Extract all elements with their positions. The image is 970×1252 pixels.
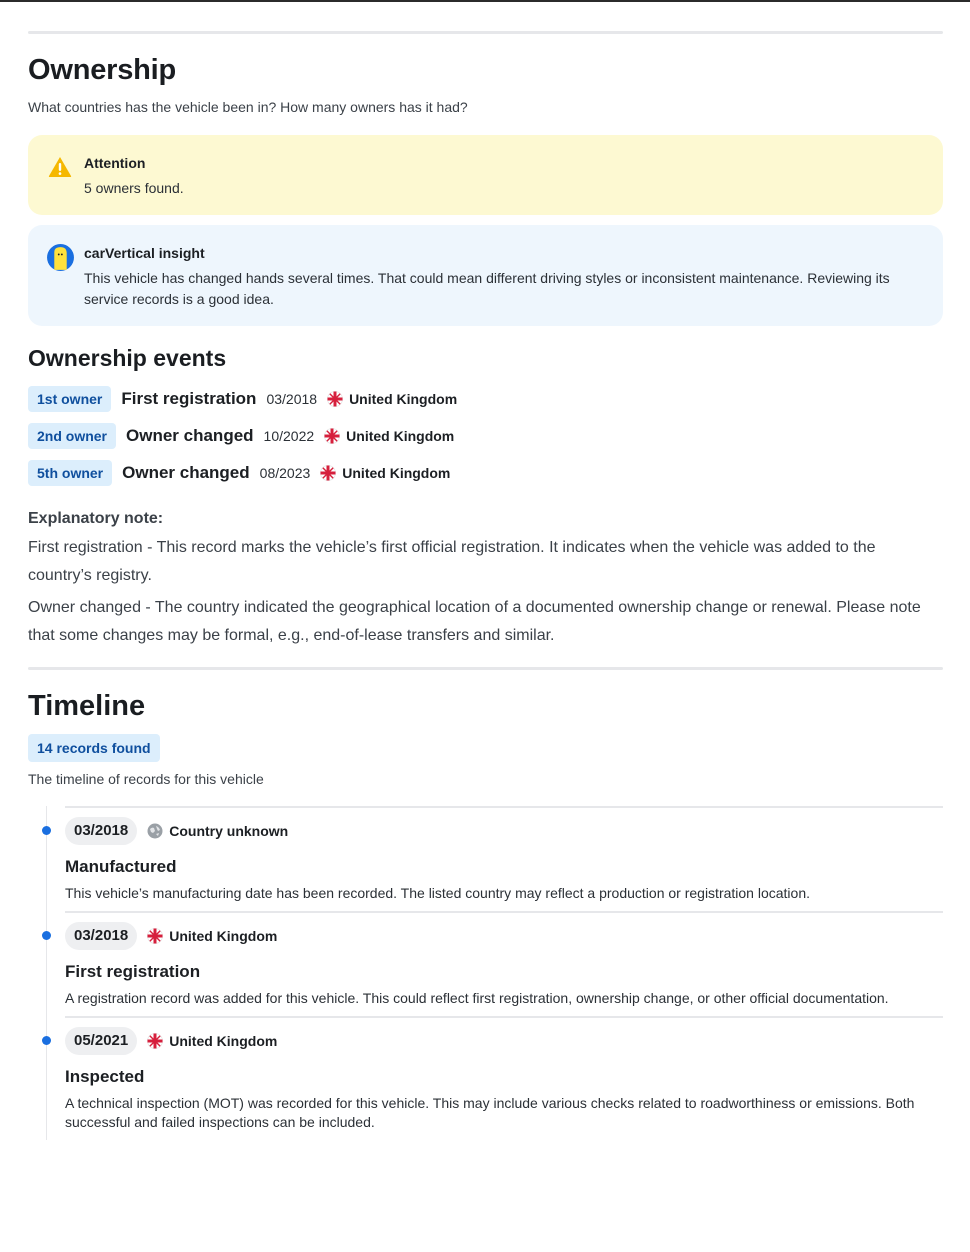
records-count-badge: 14 records found [28,734,160,762]
ownership-events-title: Ownership events [28,345,227,371]
owner-badge: 5th owner [28,460,112,486]
event-type: Owner changed [126,426,254,445]
insight-alert [28,225,943,326]
event-country: United Kingdom [342,465,451,481]
record-description: A technical inspection (MOT) was recorded for this vehicle. This may include various checks related to roadworthiness or emissions. Both successful and failed inspections can be included. [65,1095,915,1130]
top-border [0,0,970,2]
event-type: First registration [121,389,257,408]
explanatory-note-heading: Explanatory note: [28,510,164,527]
timeline-dot [42,826,51,835]
event-date: 03/2018 [266,391,318,407]
timeline-item [65,1016,943,1140]
record-title: Manufactured [65,857,177,876]
ownership-title: Ownership [28,54,177,86]
carvertical-mascot-icon [46,243,75,272]
section-divider [28,667,943,670]
record-title: Inspected [65,1067,145,1086]
record-description: A registration record was added for this vehicle. This could reflect first registration, ownership change, or other official documentation. [65,990,889,1006]
ownership-event [28,386,943,412]
record-country: United Kingdom [169,1033,278,1049]
uk-flag-icon [320,465,336,481]
event-country: United Kingdom [349,391,458,407]
uk-flag-icon [147,928,163,944]
record-title: First registration [65,962,201,981]
owner-badge: 1st owner [28,386,111,412]
explanatory-note-first-registration: First registration - This record marks the vehicle’s first official registration. It indicates when the vehicle was added to the country’s registry. [28,539,876,584]
report-content [28,31,943,1140]
attention-title: Attention [84,155,146,171]
warning-icon [48,155,72,179]
timeline-dot [42,1036,51,1045]
event-date: 08/2023 [259,465,311,481]
section-divider [28,31,943,34]
timeline-subtitle: The timeline of records for this vehicle [28,771,264,787]
explanatory-note-owner-changed: Owner changed - The country indicated the geographical location of a documented ownership change or renewal. Please note that some changes may be formal, e.g., end-of-lease transfers and similar. [28,599,921,644]
timeline-dot [42,931,51,940]
event-date: 10/2022 [263,428,315,444]
timeline-list [28,806,943,1140]
ownership-subtitle: What countries has the vehicle been in? How many owners has it had? [28,99,468,115]
ownership-events-list [28,386,943,486]
uk-flag-icon [324,428,340,444]
record-date: 05/2021 [65,1027,137,1055]
globe-icon [147,823,163,839]
attention-alert [28,135,943,215]
timeline-item [65,911,943,1016]
timeline-item [65,806,943,911]
record-date: 03/2018 [65,817,137,845]
event-country: United Kingdom [346,428,455,444]
uk-flag-icon [147,1033,163,1049]
timeline-track [46,806,47,1140]
timeline-title: Timeline [28,690,146,722]
uk-flag-icon [327,391,343,407]
record-date: 03/2018 [65,922,137,950]
record-country: Country unknown [169,823,289,839]
record-country: United Kingdom [169,928,278,944]
event-type: Owner changed [122,463,250,482]
owner-badge: 2nd owner [28,423,116,449]
ownership-event [28,423,943,449]
ownership-event [28,460,943,486]
record-description: This vehicle’s manufacturing date has been recorded. The listed country may reflect a production or registration location. [65,885,810,901]
insight-body: This vehicle has changed hands several times. That could mean different driving styles or inconsistent maintenance. Reviewing its service records is a good idea. [84,270,890,307]
insight-title: carVertical insight [84,245,205,261]
attention-body: 5 owners found. [84,180,184,196]
